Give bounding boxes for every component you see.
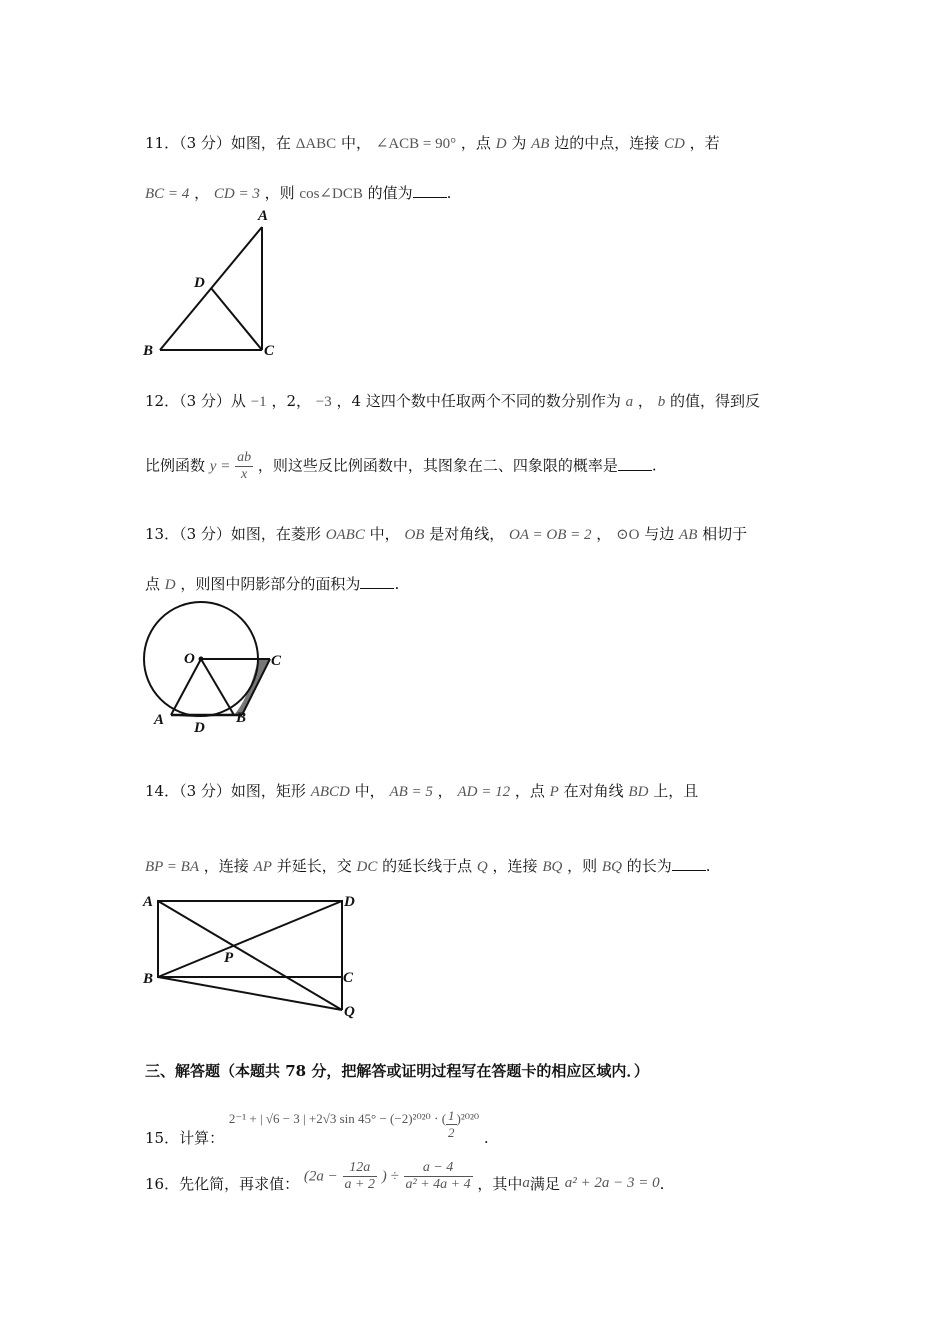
label-Q: Q bbox=[344, 1004, 355, 1020]
label-A: A bbox=[154, 712, 165, 728]
label-D: D bbox=[344, 894, 355, 910]
q11-line2: BC = 4 ， CD = 3 ，则 cos∠DCB 的值为 . bbox=[145, 184, 452, 202]
section-3-heading: 三、解答题（本题共 78 分，把解答或证明过程写在答题卡的相应区域内．） bbox=[145, 1062, 649, 1080]
label-D: D bbox=[194, 275, 205, 291]
q16-fraction-1: $\frac{12a}{a + 2}$ bbox=[344, 1160, 375, 1192]
label-B: B bbox=[236, 710, 247, 726]
q16-fraction-2: $\frac{a - 4}{\text{a² + 4a + 4}}$ bbox=[405, 1160, 471, 1192]
label-C: C bbox=[343, 970, 354, 986]
answer-blank bbox=[618, 458, 652, 471]
q11-line1: 11．（3 分）如图，在 ΔABC 中， ∠ACB = 90° ，点 D 为 AB 边的中点，连接 CD ，若 bbox=[145, 134, 720, 152]
q15-fraction: $\frac{1}{2}$ bbox=[448, 1108, 455, 1140]
q13-line1: 13．（3 分）如图，在菱形 OABC 中， OB 是对角线， OA = OB = 2 ， ⊙O 与边 AB 相切于 bbox=[145, 525, 748, 543]
q15-expression: 2⁻¹ + | √6 − 3 | +2√3 sin 45° − (−2)²⁰²⁰ ⋅ ( bbox=[228, 1110, 447, 1126]
q11-angle: ∠ACB = 90° bbox=[375, 136, 457, 152]
label-O: O bbox=[184, 651, 195, 667]
q12-fraction: $\frac{ab}{x}$ bbox=[237, 450, 252, 482]
label-C: C bbox=[271, 653, 282, 669]
label-P: P bbox=[224, 950, 234, 966]
q14-line1: 14．（3 分）如图，矩形 ABCD 中， AB = 5 ， AD = 12 ，点 P 在对角线 BD 上，且 bbox=[145, 782, 699, 800]
q11-triangle-figure bbox=[140, 205, 290, 360]
q12-line2: 比例函数 y = $\frac{ab}{x}$ ，则这些反比例函数中，其图象在二、四象限的概率是 . bbox=[145, 450, 657, 482]
q11-triangle: ΔABC bbox=[295, 136, 337, 152]
q14-line2: BP = BA ，连接 AP 并延长，交 DC 的延长线于点 Q ，连接 BQ ，则 BQ 的长为 . bbox=[145, 857, 711, 875]
q12-line1: 12．（3 分）从 −1 ，2， −3 ，4 这四个数中任取两个不同的数分别作为 a ， b 的值，得到反 bbox=[145, 392, 760, 410]
q13-rhombus-figure bbox=[138, 600, 298, 740]
q14-rectangle-figure bbox=[138, 888, 378, 1023]
q16-line: 16．先化简，再求值： (2a − $\frac{12a}{a + 2}$ ) ÷ $\frac{a - 4}{\text{a² + 4a + 4}}$ ，其中a满足 a² + 2a − 3 = 0. bbox=[145, 1160, 665, 1193]
label-B: B bbox=[143, 971, 154, 987]
label-C: C bbox=[264, 343, 275, 359]
answer-blank bbox=[413, 185, 447, 198]
label-D: D bbox=[194, 720, 205, 736]
label-A: A bbox=[258, 208, 269, 224]
q15-line: 15．计算： 2⁻¹ + | √6 − 3 | +2√3 sin 45° − (−2)²⁰²⁰ ⋅ ( $\frac{1}{2}$ )²⁰²⁰ . bbox=[145, 1108, 489, 1147]
label-A: A bbox=[143, 894, 154, 910]
label-B: B bbox=[143, 343, 154, 359]
q13-line2: 点 D ，则图中阴影部分的面积为 . bbox=[145, 575, 400, 593]
answer-blank bbox=[360, 576, 394, 589]
answer-blank bbox=[672, 858, 706, 871]
